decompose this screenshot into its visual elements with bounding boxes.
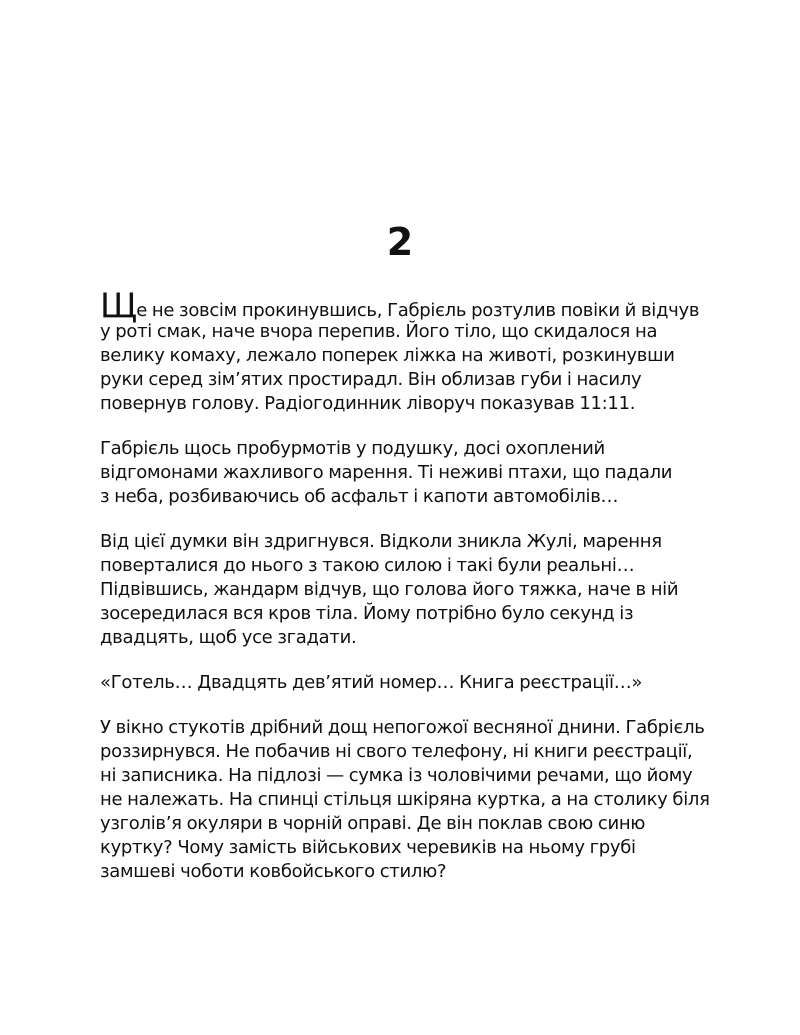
paragraph-line: «Готель… Двадцять дев’ятий номер… Книга реєстрації…» [100, 672, 643, 693]
paragraph-line: відгомонами жахливого марення. Ті неживі птахи, що падали [100, 462, 673, 483]
paragraph-line: Підвівшись, жандарм відчув, що голова його тяжка, наче в ній [100, 579, 679, 600]
paragraph-1 [100, 286, 740, 416]
paragraph-2 [100, 437, 740, 509]
paragraph-line-text: е не зовсім прокинувшись, Габрієль розтулив повіки й відчув [136, 300, 700, 321]
paragraph-line: двадцять, щоб усе згадати. [100, 627, 357, 648]
paragraph-line: зосередилася вся кров тіла. Йому потрібно було секунд із [100, 603, 634, 624]
paragraph-line: велику комаху, лежало поперек ліжка на животі, розкинувши [100, 345, 675, 366]
paragraph-line: у роті смак, наче вчора перепив. Його тіло, що скидалося на [100, 321, 658, 342]
paragraph-line: узголів’я окуляри в чорній оправі. Де він поклав свою синю [100, 813, 646, 834]
paragraph-line: руки серед зім’ятих простирадл. Він облизав губи і насилу [100, 369, 642, 390]
paragraph-line: У вікно стукотів дрібний дощ непогожої весняної днини. Габрієль [100, 717, 705, 738]
paragraph-line: замшеві чоботи ковбойського стилю? [100, 861, 447, 882]
paragraph-line: з неба, розбиваючись об асфальт і капоти автомобілів… [100, 486, 619, 507]
paragraph-5 [100, 716, 740, 884]
paragraph-line: Від цієї думки він здригнувся. Відколи зникла Жулі, марення [100, 531, 662, 552]
drop-cap: Щ [100, 286, 137, 326]
paragraph-line: куртку? Чому замість військових черевиків на ньому грубі [100, 837, 636, 858]
paragraph-4 [100, 671, 740, 695]
paragraph-line: не належать. На спинці стільця шкіряна куртка, а на столику біля [100, 789, 710, 810]
paragraph-line: повернув голову. Радіогодинник ліворуч показував 11:11. [100, 393, 636, 414]
paragraph-line: роззирнувся. Не побачив ні свого телефону, ні книги реєстрації, [100, 741, 693, 762]
paragraph-line: ні записника. На підлозі — сумка із чоловічими речами, що йому [100, 765, 693, 786]
chapter-text [100, 286, 740, 905]
chapter-number: 2 [386, 220, 414, 264]
paragraph-line: Габрієль щось пробурмотів у подушку, досі охоплений [100, 438, 605, 459]
paragraph-line [100, 286, 740, 326]
paragraph-3 [100, 530, 740, 650]
paragraph-line: поверталися до нього з такою силою і такі були реальні… [100, 555, 635, 576]
